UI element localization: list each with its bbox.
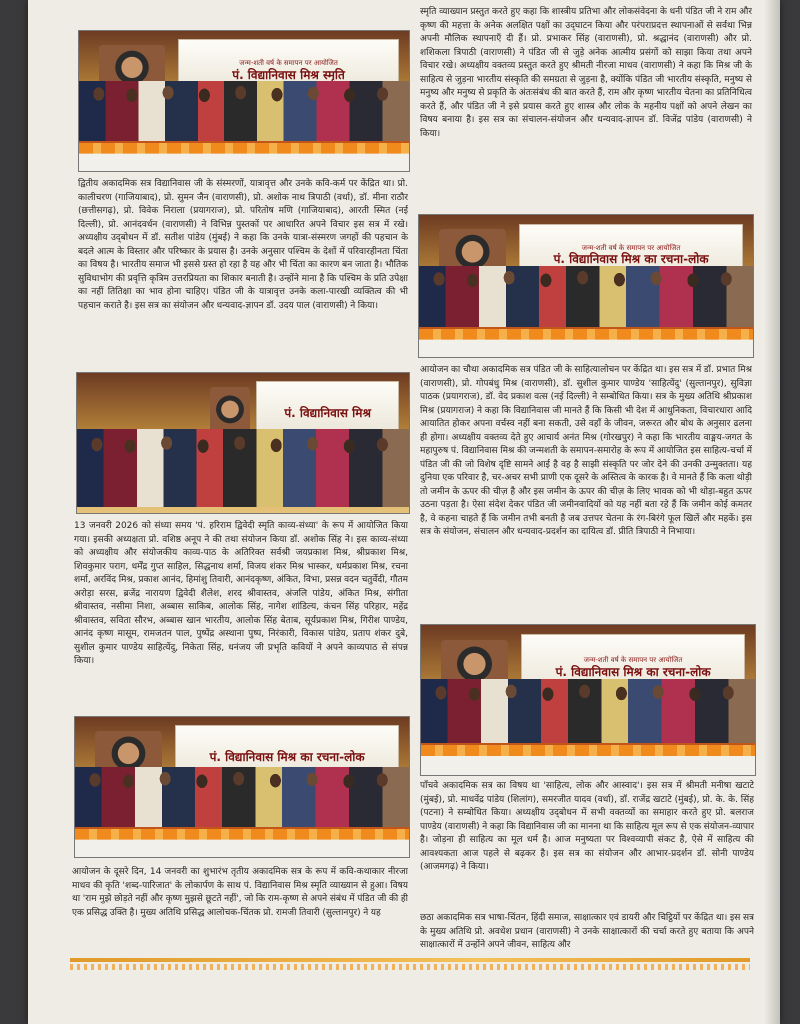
banner-subtitle: जन्म-शती वर्ष के समापन पर आयोजित: [239, 59, 338, 68]
people-group: [419, 266, 753, 331]
photo-panel-book-release: [74, 716, 410, 858]
photo-panel-session-4: [418, 214, 754, 358]
banner-title: पं. विद्यानिवास मिश्र: [284, 405, 371, 420]
footer-pattern: [70, 964, 750, 970]
article-text-session-2: द्वितीय अकादमिक सत्र विद्यानिवास जी के संस्मरणों, यात्रावृत्त और उनके कवि-कर्म पर केंद्रित था। प्रो. कालीचरण (गाजियाबाद), प्रो. सुमन जैन (वाराणसी), प्रो. अशोक नाथ त्रिपाठी (वर्धा), डॉ. मीना राठौर (छत्तीसगढ़), प्रो. विवेक निराला (प्रयागराज), प्रो. परितोष मणि (गाजियाबाद), आरती स्मित (नई दिल्ली), प्रो. आनंदवर्धन (वाराणसी) ने विभिन्न पुस्तकों पर आधारित अपने विचार इस सत्र में रखे। अध्यक्षीय उद्‌बोधन में डॉ. सतीश पांडेय (मुंबई) ने कहा कि उनके यात्रा-संस्मरण जगहों की पहचान के बदले आत्म के विस्तार और परिष्कार के प्रयास है। उनके अनुसार पश्चिम के देशों में परिवारहीनता चिंता का विषय है। भारतीय समाज भी इससे ग्रस्त हो रहा है यह और भी चिंता का कारण बन जाता है। भौतिक सुविधाभोग की प्रवृत्ति कृत्रिम उत्तरप्रियता का शिकार बनाती है। उन्होंने माना है कि पश्चिम के प्रति उपेक्षा का नहीं तितिक्षा का भाव होना चाहिए। पंडित जी के यात्रावृत्त उनके कला-पारखी व्यक्तित्व की भी पहचान कराते है। इस सत्र का संयोजन और धन्यवाद-ज्ञापन डॉ. उदय पाल (वाराणसी) ने किया।: [78, 179, 408, 311]
stage-table: [421, 743, 755, 775]
banner-subtitle: जन्म-शती वर्ष के समापन पर आयोजित: [581, 244, 681, 253]
people-group: [75, 767, 409, 831]
article-text-session-4: आयोजन का चौथा अकादमिक सत्र पंडित जी के साहित्यालोचन पर केंद्रित था। इस सत्र में डॉ. प्रभात मिश्र (वाराणसी), प्रो. गोपबंधु मिश्र (वाराणसी), डॉ. सुशील कुमार पाण्डेय 'साहित्येंदु' (सुल्तानपुर), सुविज्ञा पाठक (प्रयागराज), डॉ. वेद प्रकाश वत्स (नई दिल्ली) ने सम्बोधित किया। सत्र के मुख्य अतिथि श्रीप्रकाश मिश्र (प्रयागराज) ने कहा कि विद्यानिवास जी मानते हैं कि किसी भी देश में आधुनिकता, विचारधारा आदि आयातित होकर अपना वर्चस्व नहीं बना सकती, उसे वहाँ के जीवन, जरूरत और बोध के अनुसार ढलना ही होगा। अध्यक्षीय वक्तव्य देते हुए आचार्य अनंत मिश्र (गोरखपुर) ने कहा कि भारतीय वाङ्मय-जगत के महापुरुष पं. विद्यानिवास मिश्र की जन्मशती के समापन-समारोह के रूप में आयोजित इस साहित्य-चर्चा में पंडित जी की जो विशेष दृष्टि सामने आई है वह है साझी संस्कृति पर जोर देने की उनकी उन्मुक्तता। यह दुनिया एक परिवार है, चर-अचर सभी प्राणी एक दूसरे के अस्तित्व के कारक है। वे मानते हैं कि कला थोड़ी तो जमीन के ऊपर की चीज़ है और इस जमीन के ऊपर की चीज़ के लिए भावक को भी थोड़ा-बहुत ऊपर उठना पड़ता है। ऐसा संदेश देकर पंडित जी जमीनवादियों को यह नहीं बता रहे हैं कि जमीन कोई कमतर है, वे कहना चाहते हैं कि जमीन तभी बनती है जब उत्तपर चेतना के रंग-बिरंगे फूल खिलें और महकें। इस सत्र के संयोजन, संचालन और धन्यवाद-प्रदर्शन का दायित्व डॉ. प्रीति त्रिपाठी ने निभाया।: [420, 365, 752, 537]
banner-title: पं. विद्यानिवास मिश्र का रचना-लोक: [553, 252, 709, 267]
article-text-kavya-sandhya: 13 जनवरी 2026 को संध्या समय 'पं. हरिराम द्विवेदी स्मृति काव्य-संध्या' के रूप में आयोजित किया गया। इसकी अध्यक्षता प्रो. वशिष्ठ अनूप ने की तथा संयोजन किया डॉ. अशोक सिंह ने। इस काव्य-संध्या को अध्यक्षीय और संयोजकीय काव्य-पाठ के अतिरिक्त सर्वश्री जयप्रकाश मिश्र, श्रीप्रकाश मिश्र, शिवकुमार पराग, धर्मेंद्र गुप्त साहिल, सिद्धनाथ शर्मा, विजय शंकर मिश्र भास्कर, धर्मप्रकाश मिश्र, रचना शर्मा, अरविंद मिश्र, प्रकाश आनंद, हिमांशु तिवारी, आनंदकृष्ण, अंकित, विभा, प्रसन्न वदन चतुर्वेदी, गौतम अरोड़ा सरस, ब्रजेंद्र नारायण द्विवेदी शैलेश, शरद श्रीवास्तव, अंजलि पांडेय, अंकित मिश्र, संगीता श्रीवास्तव, नसीमा निशा, अब्बास साकिब, आलोक सिंह, नागेश शांडिल्य, कंचन सिंह परिहार, महेंद्र श्रीवास्तव, सविता सौरभ, अब्बास खान भारतीय, आलोक सिंह बेताब, सूर्यप्रकाश मिश्र, गिरीश पाण्डेय, आनंद कृष्ण मासूम, रामजतन पाल, पुष्पेंद्र अस्थाना पुष्प, निरंकारी, विकास पांडेय, प्रताप शंकर दुबे, सुशील कुमार पाण्डेय साहित्येंदु, निकेता सिंह, धनंजय जी प्रभृति कवियों ने अपने काव्यपाठ से संपन्न किया।: [74, 521, 408, 666]
stage-table: [419, 327, 753, 357]
article-text-session-6: छठा अकादमिक सत्र भाषा-चिंतन, हिंदी समाज, साक्षात्कार एवं डायरी और चिट्ठियों पर केंद्रित था। इस सत्र के मुख्य अतिथि प्रो. अवधेश प्रधान (वाराणसी) ने उनके साक्षात्कारों की चर्चा करते हुए बताया कि अपने साक्षात्कारों में उन्होंने अपने जीवन, साहित्य और: [420, 913, 754, 950]
banner-subtitle: जन्म-शती वर्ष के समापन पर आयोजित: [583, 656, 683, 665]
people-group: [77, 429, 409, 507]
article-text-session-5: पाँचवे अकादमिक सत्र का विषय था 'साहित्य, लोक और आस्वाद'। इस सत्र में श्रीमती मनीषा खटाटे (मुंबई), प्रो. माधवेंद्र पांडेय (शिलांग), समरजीत यादव (वर्धा), डॉ. राजेंद्र खटाटे (मुंबई), प्रो. के. के. सिंह (पटना) ने सम्बोधित किया। अध्यक्षीय उद्‌बोधन में सभी वक्तव्यों का समाहार करते हुए प्रो. बलराज पाण्डेय (वाराणसी) ने कहा कि विद्यानिवास जी का मानना था कि साहित्य मूल रूप से एक संयोजन-व्यापार है। जोड़ना ही साहित्य का मूल धर्म है। आज मनुष्यता पर विश्वव्यापी संकट है, ऐसे में साहित्य की आवश्यकता आज पहले से बढ़कर है। इस सत्र का संयोजन और आभार-प्रदर्शन डॉ. सोनी पाण्डेय (आजमगढ़) ने किया।: [420, 781, 754, 872]
banner-title: पं. विद्यानिवास मिश्र स्मृति: [232, 67, 345, 82]
banner-title: पं. विद्यानिवास मिश्र का रचना-लोक: [209, 749, 365, 764]
people-group: [79, 81, 409, 145]
photo-panel-session-5: [420, 624, 756, 776]
article-text-lecture: स्मृति व्याख्यान प्रस्तुत करते हुए कहा कि शास्त्रीय प्रतिभा और लोकसंवेदना के धनी पंडित जी ने राम और कृष्ण की महत्ता के अनेक अलक्षित पक्षों का उद्‌घाटन किया और परंपराप्रदत्त स्थापनाओं से सर्वथा भिन्न अपनी मौलिक स्थापनाएँ दी हैं। प्रो. प्रभाकर सिंह (वाराणसी), प्रो. श्रद्धानंद (वाराणसी) और प्रो. शशिकला त्रिपाठी (वाराणसी) ने पंडित जी से जुड़े अनेक आत्मीय प्रसंगों को साझा किया तथा अपने विचार रखे। अध्यक्षीय वक्तव्य प्रस्तुत करते हुए श्रीमती नीरजा माधव (वाराणसी) ने कहा कि मिश्र जी के साहित्य से जुड़ना भारतीय संस्कृति की समग्रता से जुड़ना है, क्योंकि पंडित जी भारतीय संस्कृति, मनुष्य से मनुष्य और मनुष्य से प्रकृति के अंतःसंबंध की बात करते हैं, राम और कृष्ण भारतीय चेतना का प्रतिनिधित्व करते हैं, और पंडित जी ने इसे प्रयास करते हुए शास्त्र और लोक के महनीय पक्षों को अपने लेखन का विषय बनाया है। इस सत्र का संचालन-संयोजन और धन्यवाद-ज्ञापन डॉ. विजेंद्र पांडेय (वाराणसी) ने किया।: [420, 7, 752, 139]
banner-title: पं. विद्यानिवास मिश्र का रचना-लोक: [555, 664, 711, 679]
magazine-page: [28, 0, 780, 1024]
people-group: [421, 679, 755, 748]
footer-divider: [70, 958, 750, 962]
photo-panel-group: [76, 372, 410, 514]
photo-panel-inauguration: [78, 30, 410, 172]
stage-table: [79, 141, 409, 171]
article-text-day-two: आयोजन के दूसरे दिन, 14 जनवरी का शुभारंभ तृतीय अकादमिक सत्र के रूप में कवि-कथाकार नीरजा माधव की कृति 'शब्द-पारिजात' के लोकार्पण के साथ पं. विद्यानिवास मिश्र स्मृति व्याख्यान से हुआ। विषय था 'राम मुझे छोड़ते नहीं और कृष्ण मुझसे छूटते नहीं', जो कि राम-कृष्ण से अपने संबंध में पंडित जी की ही एक प्रसिद्ध उक्ति है। मुख्य अतिथि प्रसिद्ध आलोचक-चिंतक प्रो. रामजी तिवारी (सुल्तानपुर) ने यह: [72, 867, 408, 918]
stage-table: [75, 827, 409, 857]
